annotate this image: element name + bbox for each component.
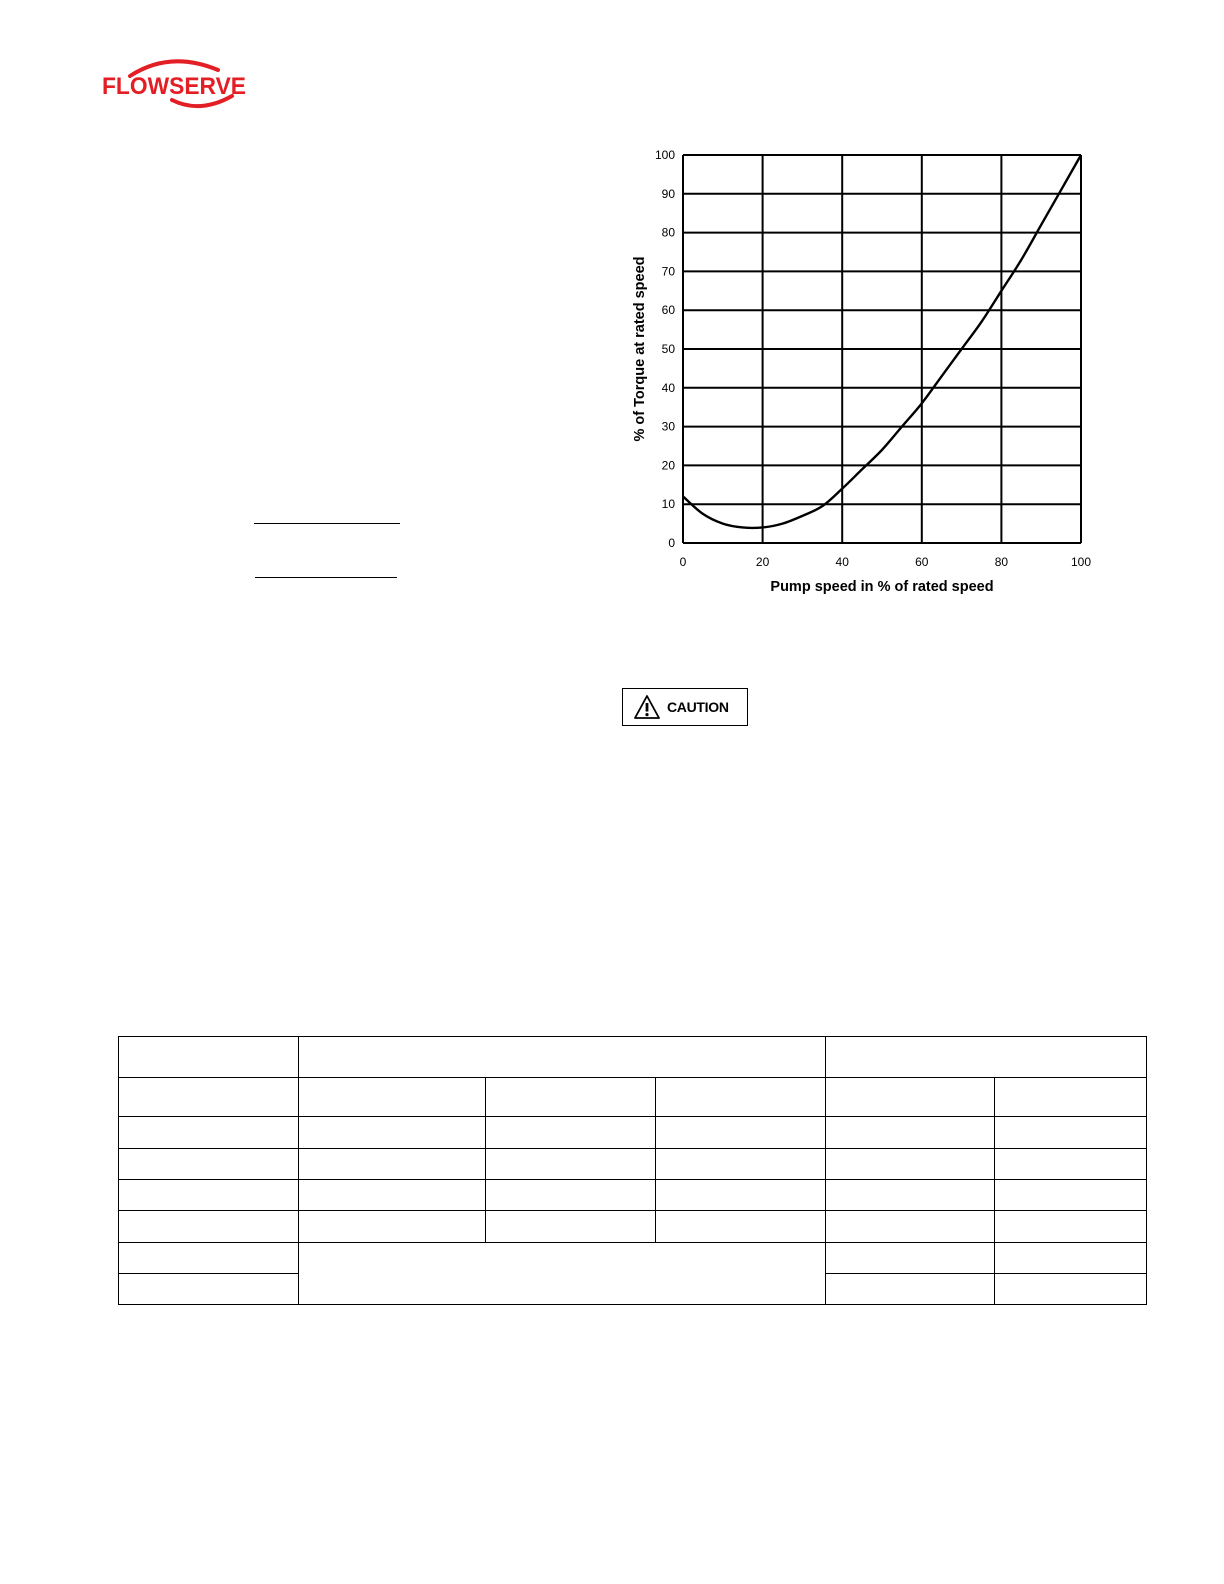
y-tick-label: 0 — [668, 536, 675, 550]
table-cell — [995, 1243, 1147, 1274]
y-tick-label: 50 — [661, 342, 675, 356]
table-cell — [826, 1180, 995, 1211]
table-cell — [299, 1180, 486, 1211]
y-tick-label: 30 — [661, 419, 675, 434]
table-cell — [995, 1180, 1147, 1211]
table-cell — [299, 1037, 826, 1078]
table-row — [119, 1211, 1147, 1243]
table-cell — [826, 1243, 995, 1274]
table-cell — [656, 1211, 826, 1243]
y-tick-label: 80 — [661, 225, 675, 240]
table-cell — [995, 1274, 1147, 1305]
table-cell — [299, 1078, 486, 1117]
table-row — [119, 1243, 1147, 1274]
y-tick-label: 90 — [661, 186, 675, 201]
table-cell — [119, 1211, 299, 1243]
table-row — [119, 1117, 1147, 1149]
table-cell — [995, 1078, 1147, 1117]
y-axis-label: % of Torque at rated speed — [632, 256, 648, 442]
table-row — [119, 1180, 1147, 1211]
y-tick-label: 40 — [661, 380, 675, 395]
table-cell — [826, 1037, 1147, 1078]
table-merged-cell — [299, 1243, 826, 1305]
y-tick-label: 100 — [654, 148, 675, 162]
torque-speed-chart — [620, 140, 1110, 610]
table-cell — [119, 1274, 299, 1305]
torque-curve-line — [683, 155, 1081, 528]
caution-text: CAUTION — [667, 699, 729, 715]
table-cell — [995, 1149, 1147, 1180]
x-axis-label: Pump speed in % of rated speed — [770, 579, 994, 595]
table-cell — [119, 1078, 299, 1117]
torque-speed-chart-svg — [620, 140, 1110, 610]
y-tick-label: 70 — [661, 264, 675, 279]
table-cell — [656, 1117, 826, 1149]
blank-field-line — [254, 523, 400, 524]
table-cell — [119, 1149, 299, 1180]
y-tick-label: 60 — [661, 303, 675, 318]
x-tick-label: 20 — [755, 555, 770, 569]
table-cell — [826, 1274, 995, 1305]
caution-label — [622, 688, 748, 726]
x-tick-label: 60 — [915, 555, 929, 569]
x-tick-label: 40 — [835, 555, 849, 569]
x-tick-label: 100 — [1070, 555, 1092, 569]
brand-name: FLOWSERVE — [102, 73, 246, 100]
table-subheader-row — [119, 1078, 1147, 1117]
table-cell — [486, 1117, 656, 1149]
table-row — [119, 1149, 1147, 1180]
table-cell — [486, 1180, 656, 1211]
table-cell — [486, 1211, 656, 1243]
y-tick-label: 10 — [661, 497, 675, 512]
table-cell — [119, 1243, 299, 1274]
x-tick-label: 80 — [994, 555, 1009, 569]
flowserve-logo — [100, 56, 250, 114]
table-cell — [299, 1149, 486, 1180]
table-cell — [826, 1211, 995, 1243]
blank-field-line — [255, 577, 397, 578]
table-cell — [826, 1078, 995, 1117]
table-cell — [826, 1117, 995, 1149]
table-cell — [299, 1211, 486, 1243]
table-cell — [656, 1180, 826, 1211]
table-cell — [656, 1149, 826, 1180]
warning-triangle-icon — [633, 694, 661, 720]
table-cell — [119, 1180, 299, 1211]
x-tick-label: 0 — [679, 555, 687, 569]
data-table — [118, 1036, 1146, 1305]
table-cell — [119, 1037, 299, 1078]
table-header-row — [119, 1037, 1147, 1078]
table-cell — [995, 1211, 1147, 1243]
table-cell — [995, 1117, 1147, 1149]
table-cell — [299, 1117, 486, 1149]
table-cell — [656, 1078, 826, 1117]
table-cell — [486, 1078, 656, 1117]
table-cell — [119, 1117, 299, 1149]
table-cell — [826, 1149, 995, 1180]
y-tick-label: 20 — [661, 458, 675, 473]
table-cell — [486, 1149, 656, 1180]
